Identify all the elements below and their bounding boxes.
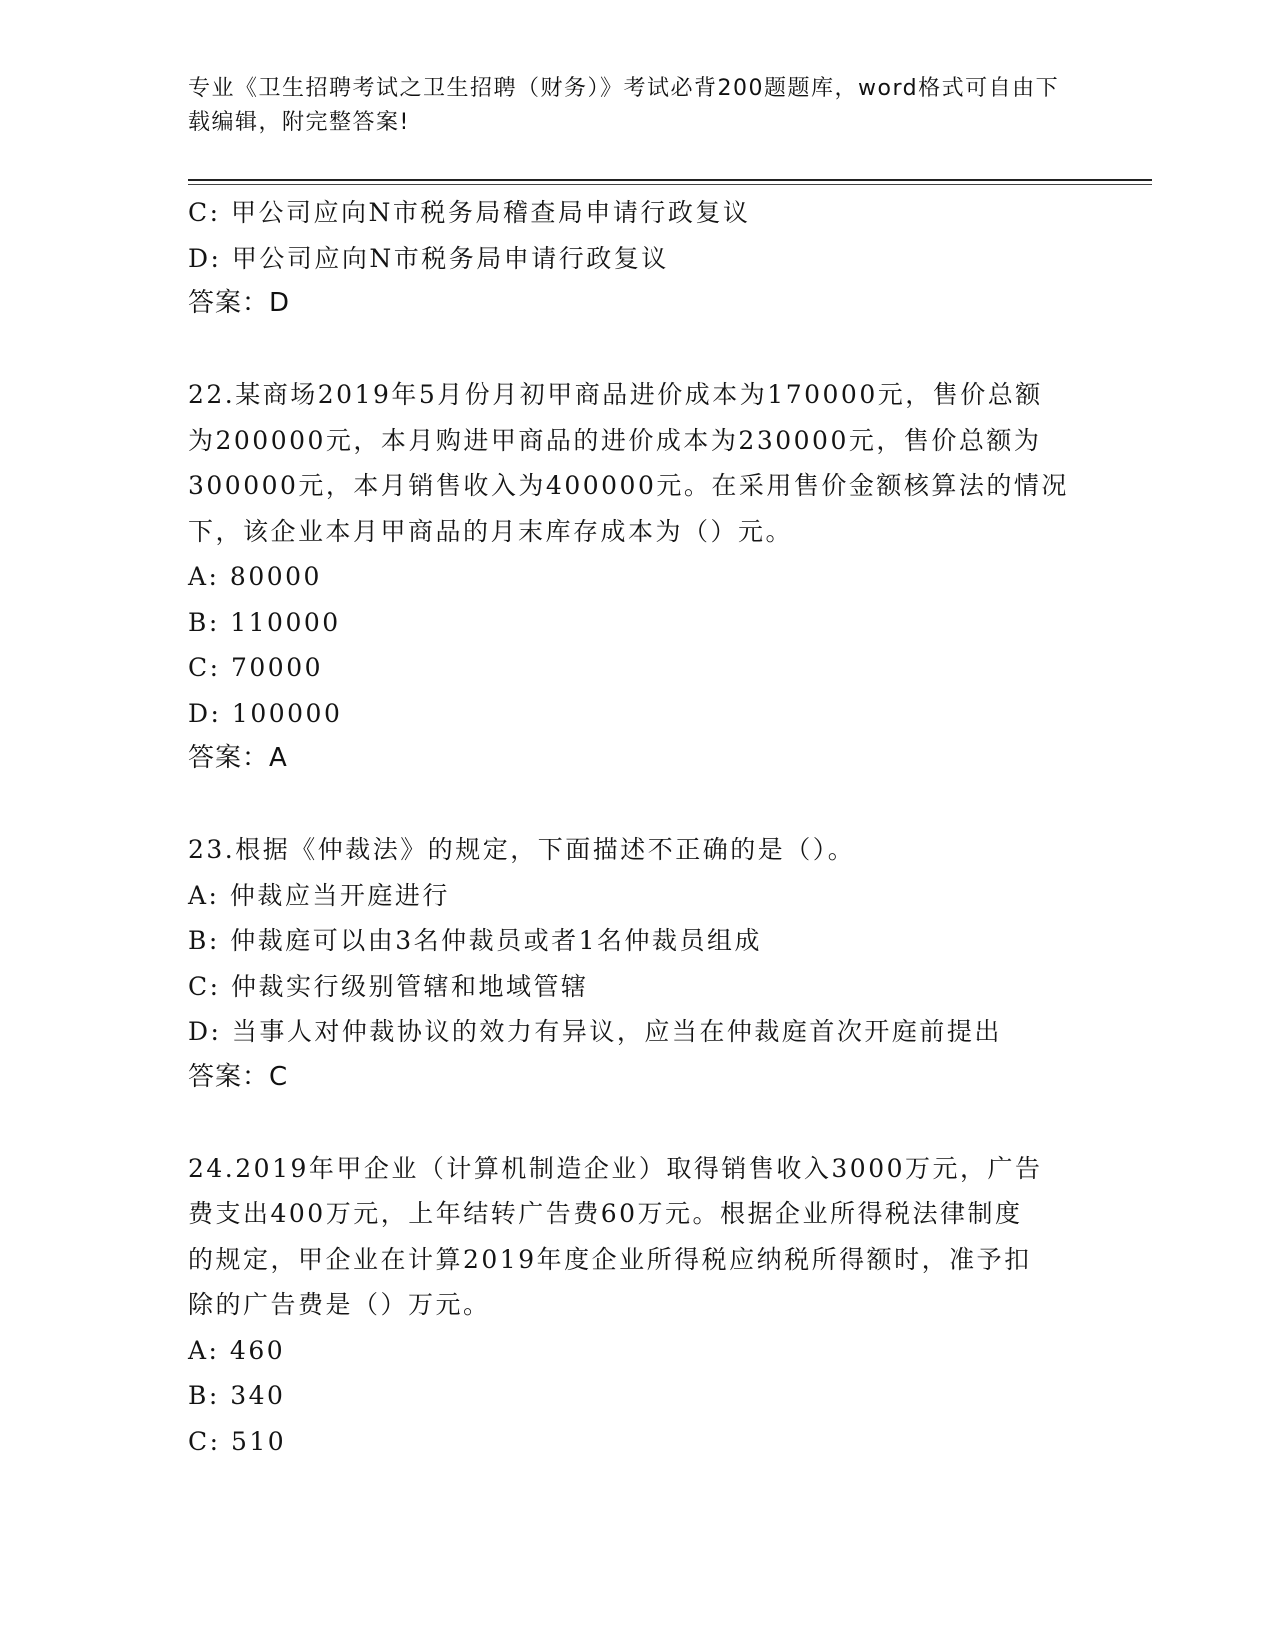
- header-divider-thin: [188, 184, 1152, 185]
- option-d: D: 100000: [188, 698, 343, 728]
- spacer: [188, 782, 1078, 828]
- spacer: [188, 1100, 1078, 1146]
- question-text-line: 22.某商场2019年5月份月初甲商品进价成本为170000元，售价总额: [188, 380, 1043, 409]
- header-divider: [188, 179, 1152, 181]
- option-d: D: 甲公司应向N市税务局申请行政复议: [188, 243, 669, 273]
- option-a: A: 460: [188, 1335, 286, 1365]
- spacer: [188, 327, 1078, 373]
- option-c: C: 仲裁实行级别管辖和地域管辖: [188, 971, 589, 1001]
- question-22: [188, 372, 1078, 782]
- option-c: C: 70000: [188, 653, 324, 682]
- question-text-line: 下，该企业本月甲商品的月末库存成本为（）元。: [188, 516, 794, 546]
- question-text-line: 除的广告费是（）万元。: [188, 1290, 491, 1319]
- answer-line: 答案：D: [188, 288, 291, 318]
- option-a: A: 80000: [188, 562, 322, 591]
- option-b: B: 340: [188, 1381, 286, 1410]
- answer-line: 答案：A: [188, 743, 288, 773]
- question-text-line: 的规定，甲企业在计算2019年度企业所得税应纳税所得额时，准予扣: [188, 1244, 1032, 1274]
- question-24: [188, 1146, 1078, 1465]
- option-b: B: 110000: [188, 607, 341, 637]
- question-text-line: 费支出400万元，上年结转广告费60万元。根据企业所得税法律制度: [188, 1199, 1023, 1228]
- question-text-line: 24.2019年甲企业（计算机制造企业）取得销售收入3000万元，广告: [188, 1153, 1043, 1183]
- question-text-line: 23.根据《仲裁法》的规定，下面描述不正确的是（）。: [188, 835, 856, 864]
- document-body: [188, 190, 1078, 1464]
- option-c: C: 510: [188, 1426, 287, 1456]
- question-21-continuation: [188, 190, 1078, 327]
- question-text-line: 300000元，本月销售收入为400000元。在采用售价金额核算法的情况: [188, 471, 1069, 500]
- option-c: C: 甲公司应向N市税务局稽查局申请行政复议: [188, 198, 751, 227]
- question-text-line: 为200000元，本月购进甲商品的进价成本为230000元，售价总额为: [188, 425, 1042, 455]
- option-b: B: 仲裁庭可以由3名仲裁员或者1名仲裁员组成: [188, 926, 763, 955]
- question-23: [188, 827, 1078, 1100]
- answer-line: 答案：C: [188, 1061, 289, 1092]
- document-header: 专业《卫生招聘考试之卫生招聘（财务）》考试必背200题题库，word格式可自由下载编辑，附完整答案!: [188, 76, 1060, 135]
- option-d: D: 当事人对仲裁协议的效力有异议，应当在仲裁庭首次开庭前提出: [188, 1017, 1002, 1046]
- option-a: A: 仲裁应当开庭进行: [188, 880, 450, 910]
